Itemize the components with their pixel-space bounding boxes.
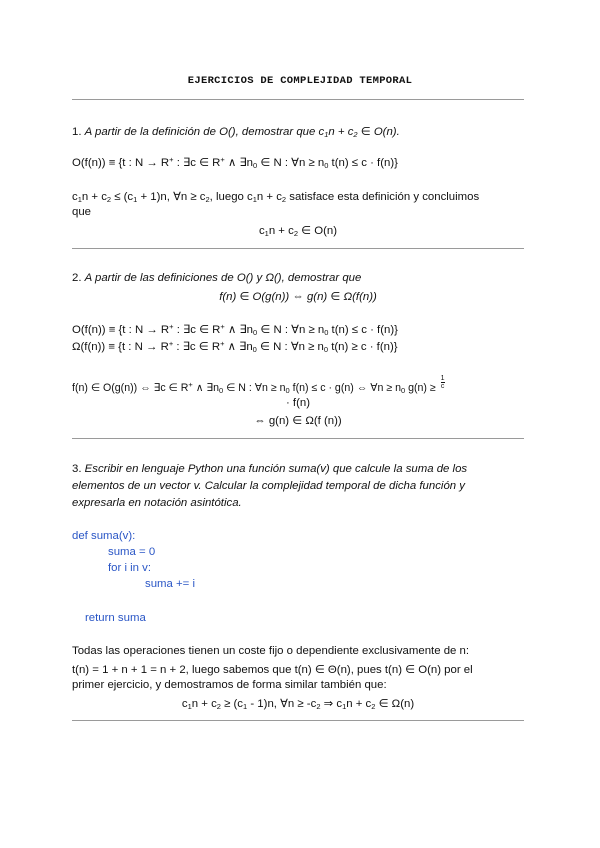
ex3-analysis-line3: primer ejercicio, y demostramos de forma similar también que: [72,679,387,691]
ex3-final-formula: $c_1n + c_2 \ge (c_1 - 1)n$, ∀n ≥ $-c_2$ ⇒ $c_1n + c_2$ ∈ Ω(n) [181,698,415,711]
code-line-init: suma = 0 [108,546,156,558]
divider [72,99,524,100]
ex3-statement-line1: 3. Escribir en lenguaje Python una función suma(v) que calcule la suma de los [72,463,468,475]
ex3-statement-line3: expresarla en notación asintótica. [72,497,242,509]
ex1-conclusion: $c_1n + c_2$ ∈ O(n) [258,225,338,238]
code-line-def: def suma(v): [72,530,136,542]
divider [72,438,524,439]
ex1-proof-line2: que [72,206,92,218]
fraction-one-over-c: $\frac{1}{c}$ [440,375,445,390]
divider [72,720,524,721]
code-line-for: for i in v: [108,562,152,574]
ex2-definition-omega: Ω(f(n)) ≡ {t : N → R+ : ∃c ∈ R+ ∧ $\exists n_0$ ∈ N : ∀n ≥ $n_0$ t(n) ≥ c · f(n)} [72,339,398,354]
ex2-proof-line2: · f(n) [285,397,311,409]
ex3-analysis-line2: t(n) = 1 + n + 1 = n + 2, luego sabemos que t(n) ∈ Θ(n), pues t(n) ∈ O(n) por el [72,664,473,676]
ex1-proof-line1: $c_1n + c_2 \le (c_1 + 1)n$, ∀n ≥ $c_2$, luego $c_1n + c_2$ satisface esta definición y concluimos [72,191,480,204]
divider [72,248,524,249]
ex1-definition: O(f(n)) ≡ {t : N → R+ : ∃c ∈ R+ ∧ $\exists n_0$ ∈ N : ∀n ≥ $n_0$ t(n) ≤ c · f(n)} [72,155,398,170]
code-line-return: return suma [85,612,146,624]
page-title: EJERCICIOS DE COMPLEJIDAD TEMPORAL [187,75,413,87]
ex2-definition-O: O(f(n)) ≡ {t : N → R+ : ∃c ∈ R+ ∧ $\exists n_0$ ∈ N : ∀n ≥ $n_0$ t(n) ≤ c · f(n)} [72,322,398,337]
ex2-statement-formula: f(n) ∈ O(g(n)) ⇔ g(n) ∈ Ω(f(n)) [219,291,377,303]
ex3-statement-line2: elementos de un vector v. Calcular la complejidad temporal de dicha función y [72,480,465,492]
ex2-statement: 2. A partir de las definiciones de O() y Ω(), demostrar que [72,272,362,284]
code-line-accumulate: suma += i [145,578,196,590]
ex1-statement: 1. A partir de la definición de O(), demostrar que $c_1n + c_2$ ∈ O(n). [72,126,400,139]
ex2-proof-line1: f(n) ∈ O(g(n)) ⇔ ∃c ∈ R+ ∧ $\exists n_0$ ∈ N : ∀n ≥ $n_0$ f(n) ≤ c · g(n) ⇔ ∀n ≥ $n_0$ g(n) ≥ $\frac{1}{c}$ [72,375,445,395]
ex2-proof-line3: ⇔ g(n) ∈ Ω(f (n)) [254,415,342,427]
ex3-analysis-line1: Todas las operaciones tienen un coste fijo o dependiente exclusivamente de n: [72,645,470,657]
